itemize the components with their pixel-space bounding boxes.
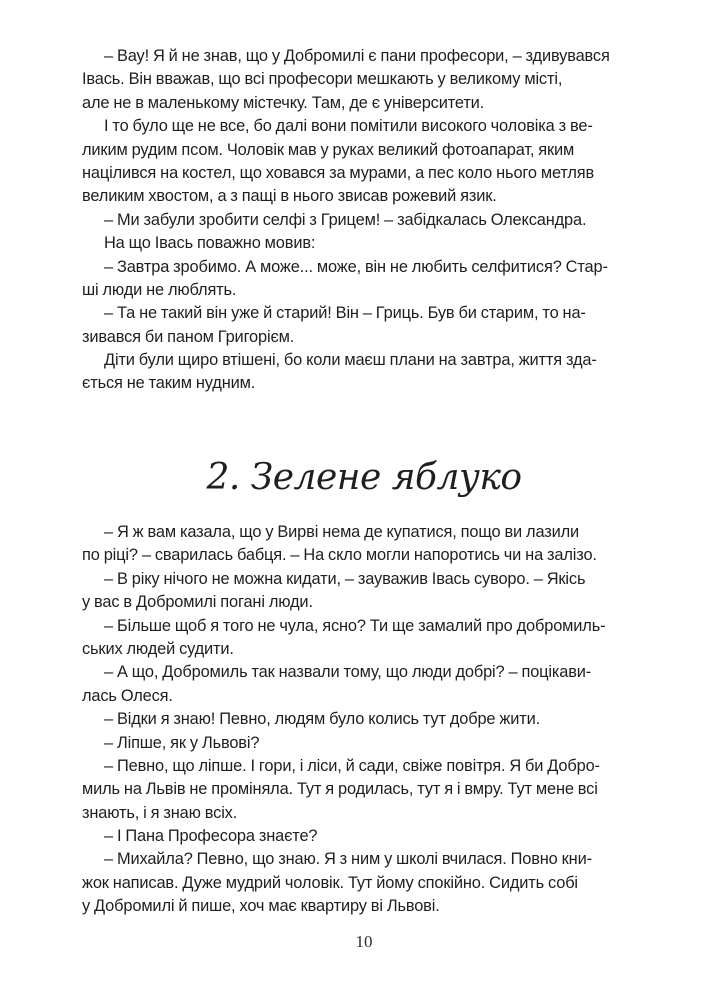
text-line: – Ми забули зробити селфі з Грицем! – забідкалась Олександра. [104, 210, 587, 229]
text-line: – А що, Добромиль так назвали тому, що люди добрі? – поцікави- [104, 663, 592, 682]
text-line: жок написав. Дуже мудрий чоловік. Тут йому спокійно. Сидить собі [82, 873, 578, 892]
chapter-title: 2. Зелене яблуко [206, 457, 522, 498]
text-line: На що Івась поважно мовив: [104, 234, 316, 253]
text-line: великим хвостом, а з пащі в нього звисав рожевий язик. [82, 187, 497, 206]
top-text-block [82, 45, 656, 396]
text-line: – Михайла? Певно, що знаю. Я з ним у школі вчилася. Повно кни- [104, 850, 592, 869]
text-line: Івась. Він вважав, що всі професори мешкають у великому місті, [82, 70, 563, 89]
text-line: миль на Львів не проміняла. Тут я родилась, тут я і вмру. Тут мене всі [82, 780, 598, 799]
text-line: у Добромилі й пише, хоч має квартиру ві Львові. [82, 897, 440, 916]
text-line: ші люди не люблять. [82, 280, 237, 299]
text-line: – Ліпше, як у Львові? [104, 733, 260, 752]
text-line: – Відки я знаю! Певно, людям було колись тут добре жити. [104, 710, 540, 729]
text-line: але не в маленькому містечку. Там, де є університети. [82, 93, 485, 112]
text-line: знають, і я знаю всіх. [82, 803, 238, 822]
text-line: Діти були щиро втішені, бо коли маєш плани на завтра, життя зда- [104, 351, 597, 370]
text-line: націлився на костел, що ховався за мурами, а пес коло нього метляв [82, 163, 595, 182]
text-line: ється не таким нудним. [82, 374, 256, 393]
text-line: – Я ж вам казала, що у Вирві нема де купатися, пощо ви лазили [104, 523, 580, 541]
text-line: зивався би паном Григорієм. [82, 327, 295, 346]
text-line: – В ріку нічого не можна кидати, – зауважив Івась суворо. – Якісь [104, 569, 586, 588]
text-line: – Більше щоб я того не чула, ясно? Ти ще замалий про добромиль- [104, 616, 606, 635]
text-line: у вас в Добромилі погані люди. [82, 593, 313, 612]
text-line: ських людей судити. [82, 639, 234, 658]
text-line: ликим рудим псом. Чоловік мав у руках великий фотоапарат, яким [82, 140, 575, 159]
text-line: І то було ще не все, бо далі вони помітили високого чоловіка з ве- [104, 117, 593, 136]
text-line: – Завтра зробимо. А може... може, він не любить селфитися? Стар- [104, 257, 608, 276]
text-line: – Вау! Я й не знав, що у Добромилі є пани професори, – здивувався [104, 47, 610, 65]
bottom-text-block [82, 521, 656, 919]
page-number: 10 [355, 932, 373, 951]
text-line: – Певно, що ліпше. І гори, і ліси, й сади, свіже повітря. Я би Добро- [104, 756, 600, 775]
text-line: – Та не такий він уже й старий! Він – Гриць. Був би старим, то на- [104, 304, 586, 323]
text-line: лась Олеся. [82, 686, 173, 705]
text-line: – І Пана Професора знаєте? [104, 827, 318, 846]
text-line: по ріці? – сварилась бабця. – На скло могли напоротись чи на залізо. [82, 546, 597, 565]
